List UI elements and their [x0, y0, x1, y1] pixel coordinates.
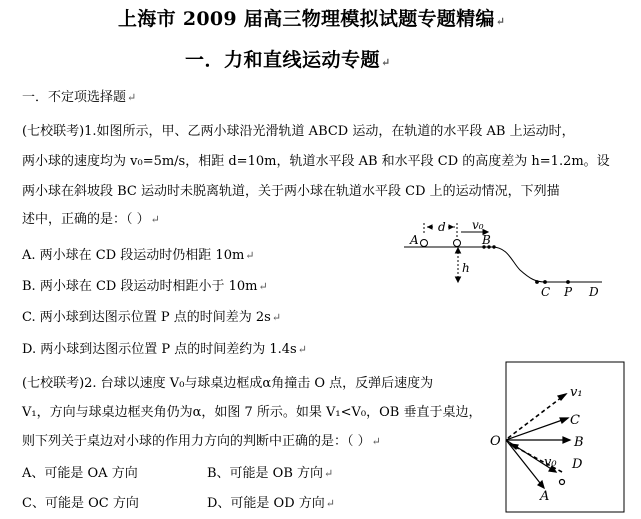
label-b: B: [482, 233, 491, 247]
q2-reflection-figure: [488, 360, 628, 516]
label-a: A: [410, 233, 419, 247]
q2-line-2: V₁，方向与球桌边框夹角仍为α，如图 7 所示。如果 V₁<V₀，OB 垂直于桌边，: [22, 405, 482, 420]
label-b: B: [574, 435, 584, 450]
q2-option-c: C、可能是 OC 方向: [22, 496, 139, 511]
q1-track-figure: [400, 212, 610, 304]
label-d-point: D: [589, 285, 599, 299]
q1-option-c: C. 两小球到达图示位置 P 点的时间差为 2s↵: [22, 310, 282, 325]
label-o: O: [490, 434, 501, 449]
label-v1: v₁: [570, 385, 583, 400]
label-d: d: [438, 220, 446, 234]
document-title: 上海市 2009 届高三物理模拟试题专题精编↵: [118, 8, 506, 30]
q2-line-1: (七校联考)2. 台球以速度 V₀与球桌边框成α角撞击 O 点，反弹后速度为: [22, 376, 434, 391]
q1-line-4: 述中，正确的是：（ ）↵: [22, 212, 160, 227]
q1-option-a: A. 两小球在 CD 段运动时仍相距 10m↵: [22, 248, 255, 263]
ball-b: [454, 240, 461, 247]
q1-line-2: 两小球的速度均为 v₀=5m/s，相距 d=10m，轨道水平段 AB 和水平段 CD 的高度差为 h=1.2m。设: [22, 154, 610, 169]
label-p: P: [564, 285, 573, 299]
vector-oc: [506, 418, 568, 440]
label-c: C: [570, 413, 580, 428]
q2-option-b: B、可能是 OB 方向↵: [207, 466, 334, 481]
ball-marker: [560, 480, 565, 485]
vector-oa: [506, 440, 544, 488]
label-v0: v₀: [544, 455, 557, 470]
vector-v1: [508, 394, 566, 438]
label-v0: v₀: [472, 218, 484, 232]
q1-option-b: B. 两小球在 CD 段运动时相距小于 10m↵: [22, 279, 268, 294]
document-subtitle: 一．力和直线运动专题↵: [185, 49, 391, 71]
figure-frame: [506, 362, 624, 512]
q2-option-a: A、可能是 OA 方向: [22, 466, 138, 481]
q2-line-3: 则下列关于桌边对小球的作用力方向的判断中正确的是：（ ）↵: [22, 434, 381, 449]
label-a: A: [540, 489, 550, 504]
q1-option-d: D. 两小球到达图示位置 P 点的时间差约为 1.4s↵: [22, 342, 307, 357]
label-h: h: [462, 261, 470, 275]
track-line: [404, 247, 602, 282]
label-d: D: [572, 457, 583, 472]
section-heading: 一．不定项选择题↵: [22, 90, 137, 105]
label-c: C: [541, 285, 551, 299]
q1-line-1: (七校联考)1.如图所示，甲、乙两小球沿光滑轨道 ABCD 运动，在轨道的水平段 AB 上运动时，: [22, 124, 575, 139]
q1-line-3: 两小球在斜坡段 BC 运动时未脱离轨道，关于两小球在轨道水平段 CD 上的运动情况，下列描: [22, 184, 560, 199]
ball-a: [421, 240, 428, 247]
q2-option-d: D、可能是 OD 方向↵: [207, 496, 335, 511]
